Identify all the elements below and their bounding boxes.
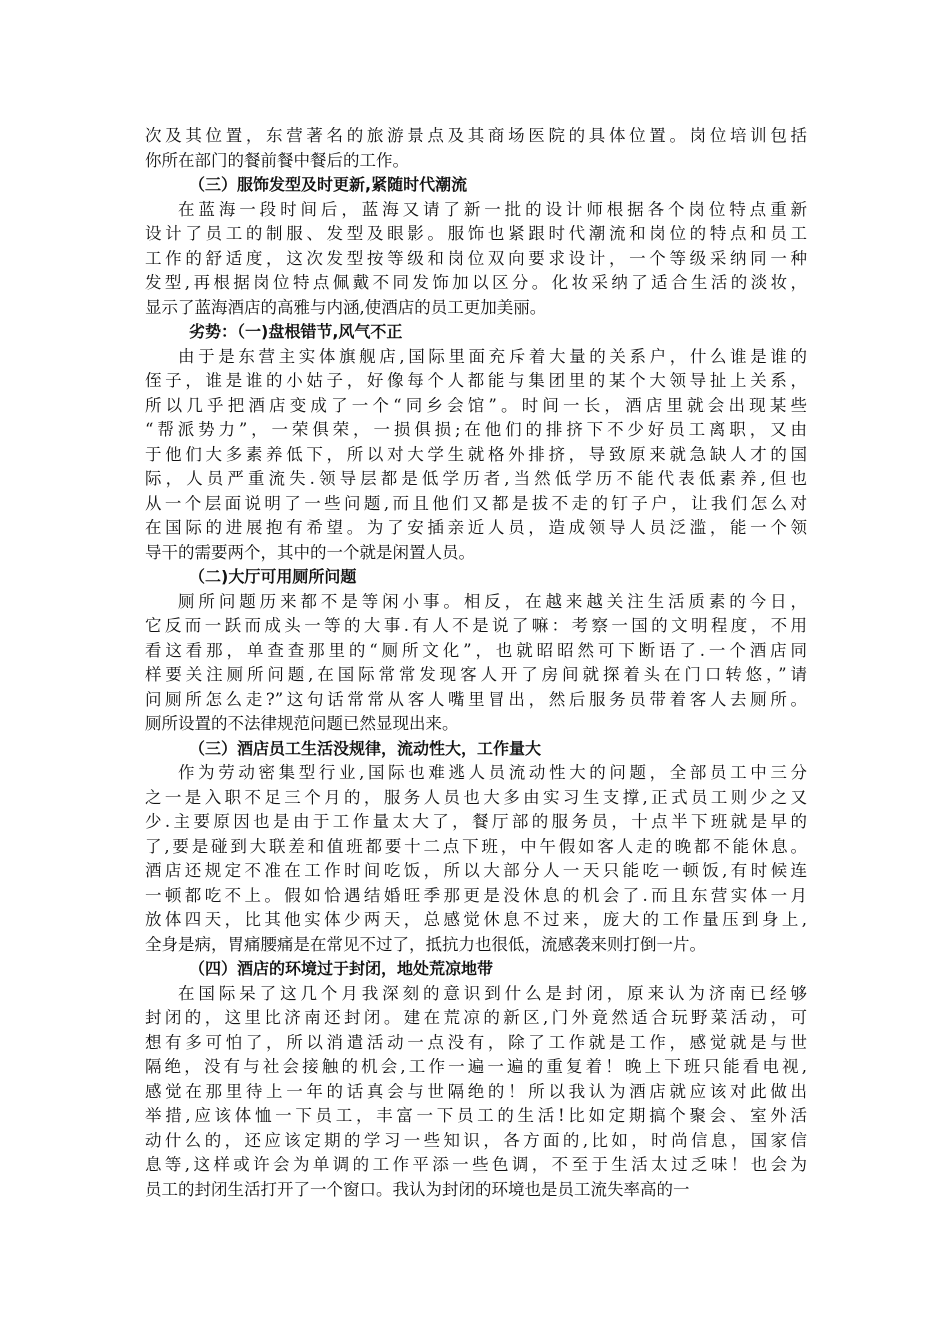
paragraph-line: 全身是病，胃痛腰痛是在常见不过了，抵抗力也很低，流感袭来则打倒一片。 [145, 934, 706, 954]
section-heading: （二)大厅可用厕所问题 [189, 567, 357, 586]
paragraph-line: “帮派势力”，一荣俱荣，一损俱损;在他们的排挤下不少好员工离职，又由 [145, 420, 807, 439]
paragraph-line: 作为劳动密集型行业,国际也难逃人员流动性大的问题，全部员工中三分 [178, 763, 807, 782]
paragraph-line: 之一是入职不足三个月的，服务人员也大多由实习生支撑,正式员工则少之又 [145, 787, 807, 807]
document-body [145, 124, 807, 1202]
paragraph-line: 息等,这样或许会为单调的工作平添一些色调，不至于生活太过乏味！也会为 [145, 1155, 807, 1174]
paragraph-line: 次及其位置，东营著名的旅游景点及其商场医院的具体位置。岗位培训包括 [145, 126, 807, 145]
paragraph-line: 封闭的，这里比济南还封闭。建在荒凉的新区,门外竟然适合玩野菜活动，可 [145, 1008, 807, 1027]
paragraph-line: 在国际呆了这几个月我深刻的意识到什么是封闭，原来认为济南已经够 [178, 983, 807, 1003]
paragraph-line: 从一个层面说明了一些问题,而且他们又都是拔不走的钉子户，让我们怎么对 [145, 493, 807, 513]
paragraph-line: 设计了员工的制服、发型及眼影。服饰也紧跟时代潮流和岗位的特点和员工 [145, 224, 807, 243]
paragraph-line: 厕所问题历来都不是等闲小事。相反，在越来越关注生活质素的今日， [178, 591, 807, 611]
paragraph-line: 举措,应该体恤一下员工，丰富一下员工的生活!比如定期搞个聚会、室外活 [145, 1106, 807, 1125]
paragraph-line: 酒店还规定不准在工作时间吃饭，所以大部分人一天只能吃一顿饭,有时候连 [145, 861, 807, 880]
paragraph-line: 你所在部门的餐前餐中餐后的工作。 [145, 150, 409, 170]
paragraph-line: 想有多可怕了，所以消遣活动一点没有，除了工作就是工作，感觉就是与世 [145, 1032, 807, 1052]
paragraph-line: 员工的封闭生活打开了一个窗口。我认为封闭的环境也是员工流失率高的一 [145, 1179, 690, 1199]
paragraph-line: 问厕所怎么走?”这句话常常从客人嘴里冒出，然后服务员带着客人去厕所。 [145, 689, 807, 709]
paragraph-line: 导干的需要两个，其中的一个就是闲置人员。 [145, 542, 475, 562]
paragraph [145, 590, 807, 737]
paragraph-line: 放体四天，比其他实体少两天，总感觉休息不过来，庞大的工作量压到身上, [145, 910, 807, 929]
paragraph-line: 样要关注厕所问题,在国际常常发现客人开了房间就探着头在门口转悠，”请 [145, 665, 807, 684]
paragraph-line: 它反而一跃而成头一等的大事.有人不是说了嘛：考察一国的文明程度，不用 [145, 616, 807, 635]
paragraph-line: 显示了蓝海酒店的高雅与内涵,使酒店的员工更加美丽。 [145, 297, 547, 317]
paragraph-line: 少.主要原因也是由于工作量太大了，餐厅部的服务员，十点半下班就是早的 [145, 812, 807, 831]
paragraph-line: 感觉在那里待上一年的话真会与世隔绝的！所以我认为酒店就应该对此做出 [145, 1081, 807, 1101]
paragraph-line: 在蓝海一段时间后，蓝海又请了新一批的设计师根据各个岗位特点重新 [178, 199, 807, 219]
section-heading: （四）酒店的环境过于封闭，地处荒凉地带 [189, 959, 494, 978]
paragraph-line: 了,要是碰到大联差和值班都要十二点下班，中午假如客人走的晚都不能休息。 [145, 836, 807, 856]
paragraph-line: 于他们大多素养低下，所以对大学生就格外排挤，导致原来就急缺人才的国 [145, 444, 807, 464]
section-heading: （三）服饰发型及时更新,紧随时代潮流 [189, 175, 468, 194]
paragraph [145, 345, 807, 566]
paragraph-line: 在国际的进展抱有希望。为了安插亲近人员，造成领导人员泛滥，能一个领 [145, 518, 807, 537]
paragraph-line: 发型,再根据岗位特点佩戴不同发饰加以区分。化妆采纳了适合生活的淡妆， [145, 273, 807, 292]
paragraph-line: 厕所设置的不法律规范问题已然显现出来。 [145, 714, 459, 733]
paragraph-line: 隔绝，没有与社会接触的机会,工作一遍一遍的重复着！晚上下班只能看电视, [145, 1057, 807, 1076]
paragraph-line: 看这看那，单查查那里的“厕所文化”，也就昭昭然可下断语了.一个酒店同 [145, 640, 807, 660]
paragraph-line: 由于是东营主实体旗舰店,国际里面充斥着大量的关系户，什么谁是谁的 [178, 346, 807, 366]
paragraph [145, 124, 807, 173]
paragraph-line: 一顿都吃不上。假如恰遇结婚旺季那更是没休息的机会了.而且东营实体一月 [145, 885, 807, 905]
paragraph [145, 761, 807, 957]
paragraph-line: 际，人员严重流失.领导层都是低学历者,当然低学历不能代表低素养,但也 [145, 469, 807, 488]
section-heading: 劣势：（一)盘根错节,风气不正 [189, 322, 403, 341]
paragraph-line: 所以几乎把酒店变成了一个“同乡会馆”。时间一长，酒店里就会出现某些 [145, 395, 807, 415]
paragraph-line: 工作的舒适度，这次发型按等级和岗位双向要求设计，一个等级采纳同一种 [145, 248, 807, 268]
paragraph-line: 侄子，谁是谁的小姑子，好像每个人都能与集团里的某个大领导扯上关系， [145, 371, 807, 390]
paragraph-line: 动什么的，还应该定期的学习一些知识，各方面的,比如，时尚信息，国家信 [145, 1130, 807, 1150]
paragraph [145, 198, 807, 321]
section-heading: （三）酒店员工生活没规律，流动性大，工作量大 [189, 738, 542, 758]
paragraph [145, 982, 807, 1203]
